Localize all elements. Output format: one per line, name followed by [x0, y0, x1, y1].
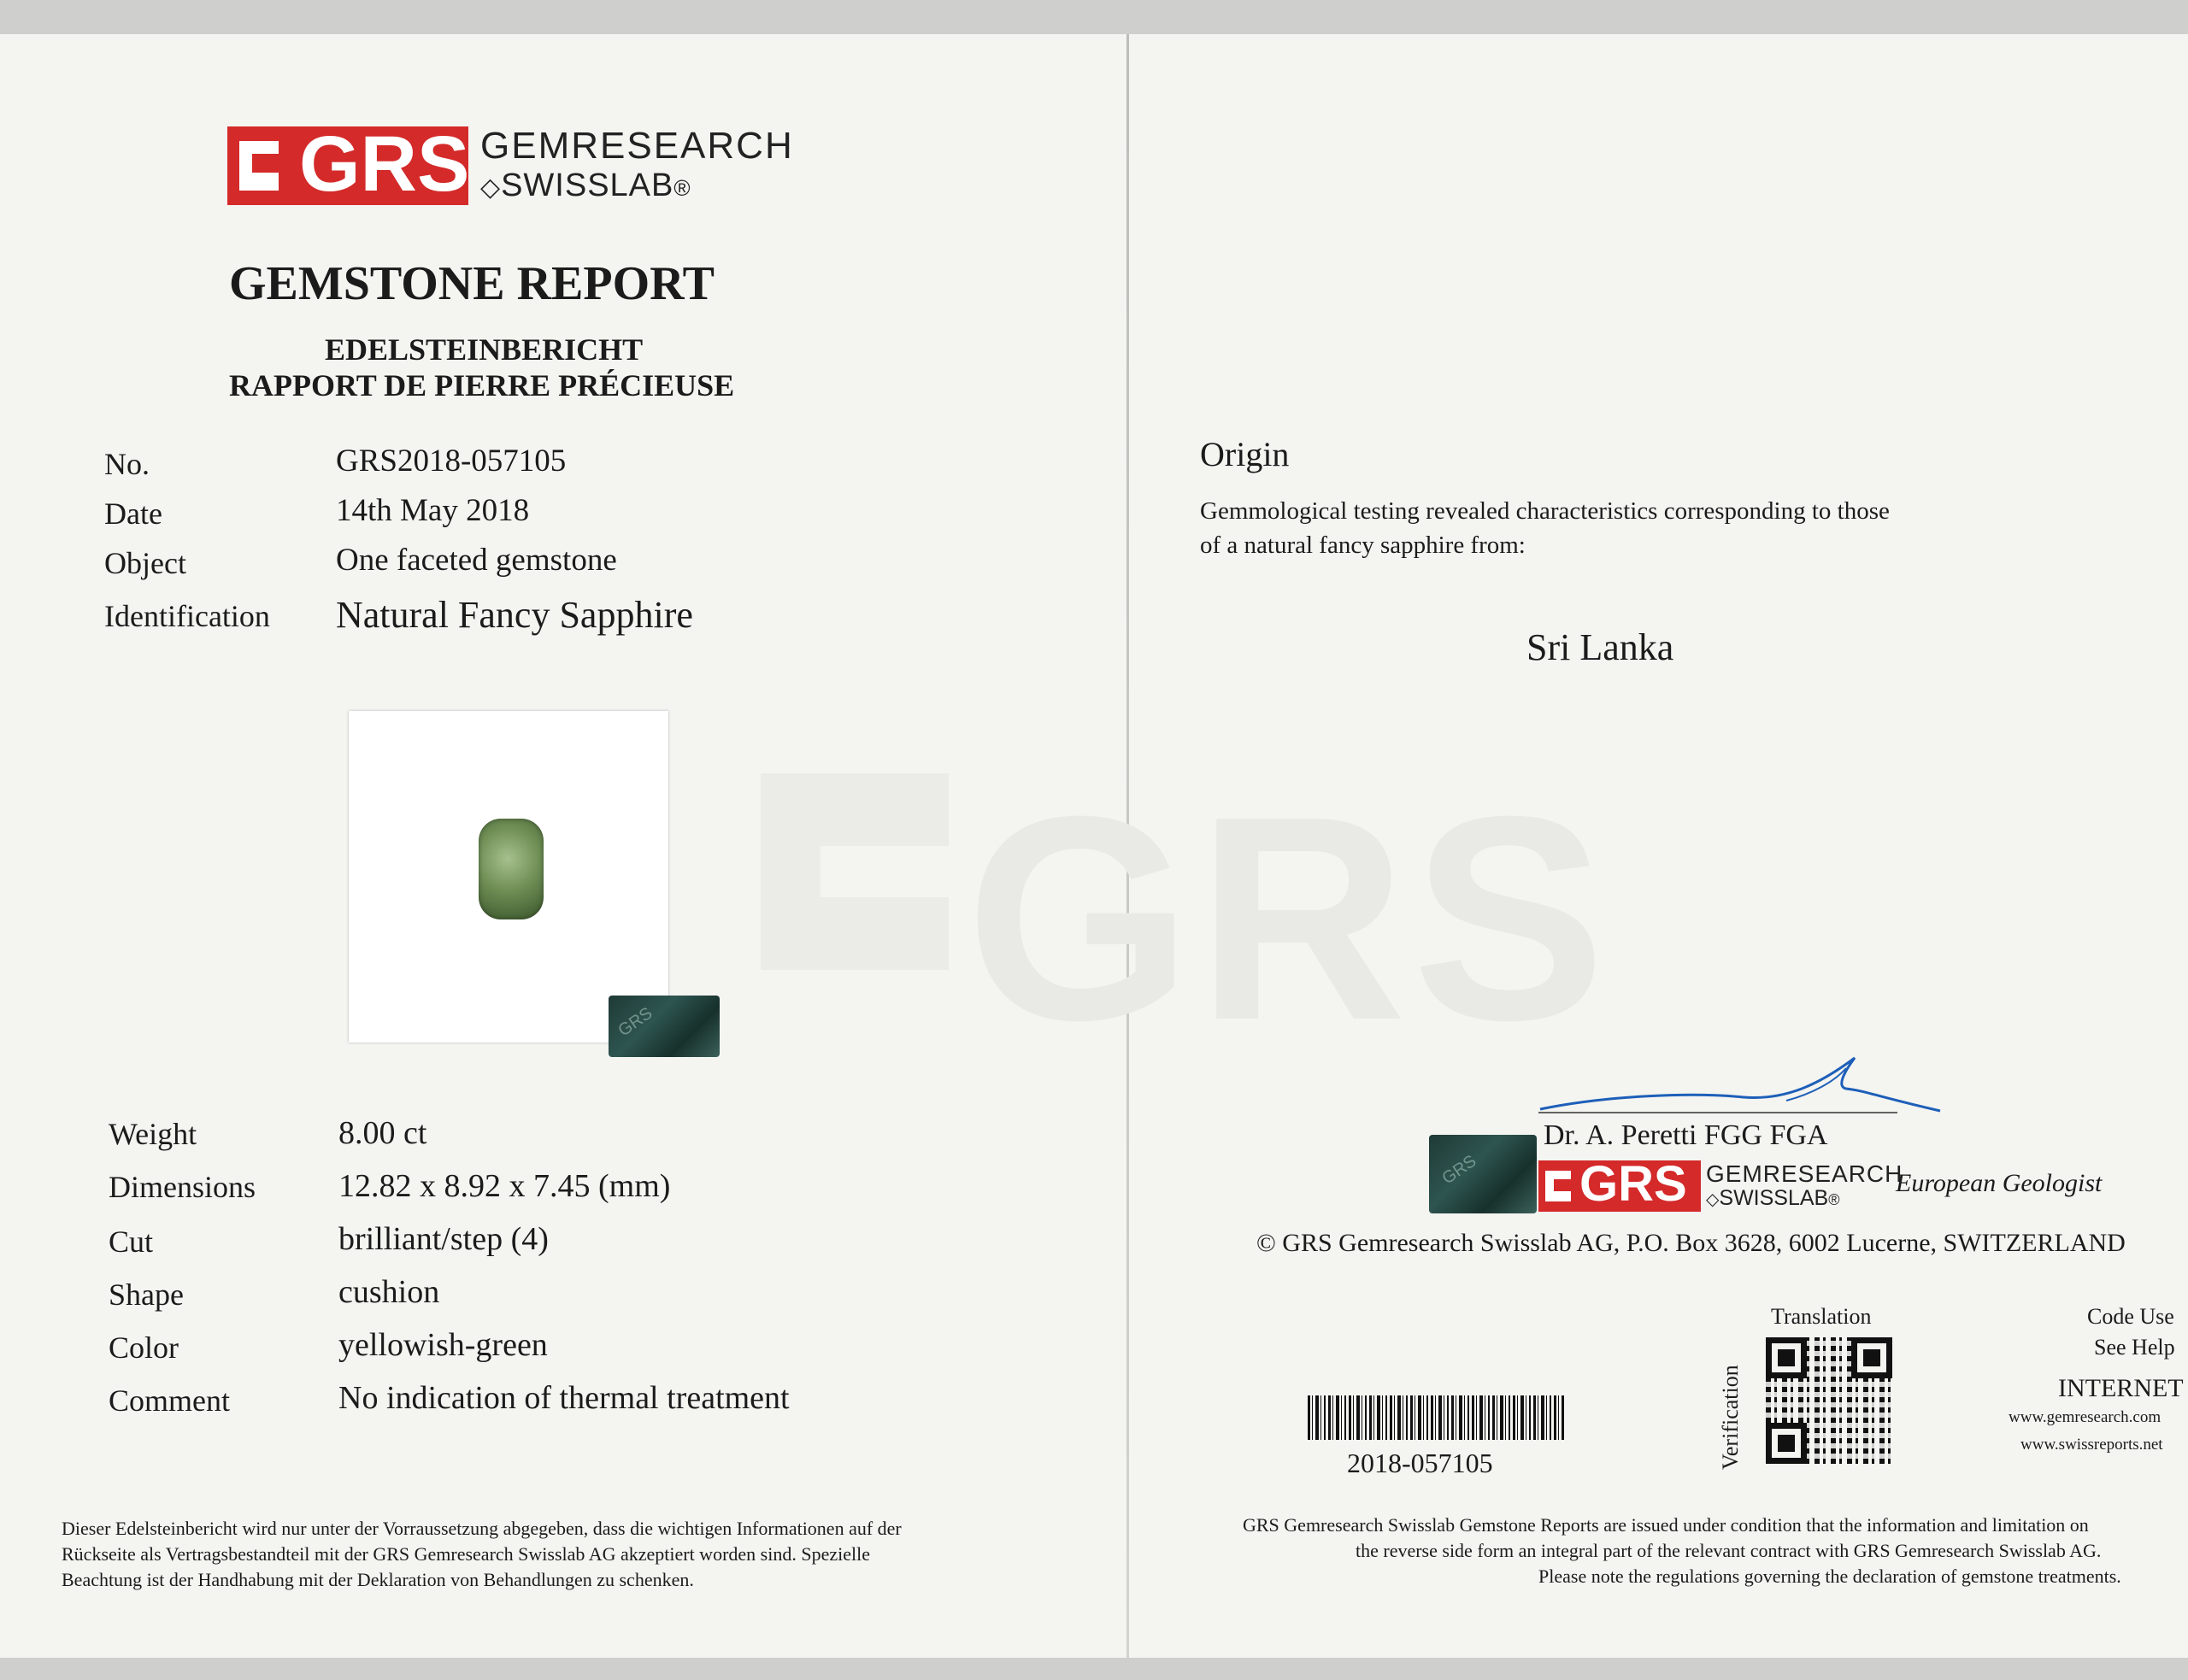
barcode	[1308, 1395, 1564, 1440]
registered-mark-small: ®	[1828, 1191, 1840, 1208]
origin-text-line2: of a natural fancy sapphire from:	[1200, 532, 1526, 559]
internet-label: INTERNET	[2058, 1374, 2184, 1402]
qr-finder-tl	[1766, 1337, 1807, 1378]
footer-de-line2: Rückseite als Vertragsbestandteil mit der GRS Gemresearch Swisslab AG akzeptiert worden sind. Spezielle	[62, 1543, 870, 1565]
property-label-cut: Cut	[109, 1225, 154, 1259]
qr-code	[1766, 1337, 1892, 1464]
translation-label: Translation	[1771, 1304, 1872, 1329]
detail-label-identification: Identification	[104, 599, 270, 633]
signer-name: Dr. A. Peretti FGG FGA	[1544, 1119, 1828, 1151]
hologram-seal-2	[1429, 1135, 1537, 1213]
footer-en-line2: the reverse side form an integral part of the relevant contract with GRS Gemresearch Swisslab AG.	[1356, 1540, 2102, 1561]
origin-country: Sri Lanka	[1526, 626, 1674, 668]
detail-value-date: 14th May 2018	[336, 493, 530, 528]
qr-finder-tr	[1851, 1337, 1892, 1378]
registered-mark: ®	[673, 175, 691, 201]
logo-small-cross-cut	[1554, 1179, 1571, 1191]
logo-small-grs-text: GRS	[1579, 1156, 1687, 1212]
property-label-weight: Weight	[109, 1117, 197, 1151]
property-value-shape: cushion	[338, 1274, 440, 1310]
logo-grs-text: GRS	[299, 120, 470, 208]
property-label-color: Color	[109, 1330, 179, 1365]
logo-small-line2: SWISSLAB	[1719, 1186, 1829, 1210]
property-value-comment: No indication of thermal treatment	[338, 1380, 790, 1416]
detail-value-identification: Natural Fancy Sapphire	[336, 594, 693, 636]
property-value-cut: brilliant/step (4)	[338, 1221, 549, 1257]
report-subtitle-fr: RAPPORT DE PIERRE PRÉCIEUSE	[229, 368, 735, 402]
property-label-shape: Shape	[109, 1278, 184, 1312]
footer-en-line1: GRS Gemresearch Swisslab Gemstone Reports are issued under condition that the information and limitation on	[1243, 1514, 2089, 1536]
origin-text-line1: Gemmological testing revealed characteristics corresponding to those	[1200, 497, 1890, 525]
watermark-cross-cut	[820, 846, 949, 897]
signer-title: European Geologist	[1896, 1169, 2103, 1197]
property-label-dimensions: Dimensions	[109, 1170, 256, 1204]
report-title: GEMSTONE REPORT	[229, 257, 715, 310]
watermark-grs: GRS	[966, 756, 1611, 1081]
gemstone-image	[479, 819, 544, 919]
detail-label-object: Object	[104, 546, 186, 580]
footer-de-line3: Beachtung ist der Handhabung mit der Deklaration von Behandlungen zu schenken.	[62, 1569, 694, 1590]
logo-small-line1: GEMRESEARCH	[1706, 1160, 1903, 1187]
code-use-label: Code Use	[2087, 1304, 2174, 1329]
footer-de-line1: Dieser Edelsteinbericht wird nur unter der Vorraussetzung abgegeben, dass die wichtigen Informationen auf der	[62, 1518, 902, 1539]
property-value-dimensions: 12.82 x 8.92 x 7.45 (mm)	[338, 1168, 671, 1204]
detail-label-no: No.	[104, 447, 150, 481]
diamond-icon: ◇	[480, 173, 502, 202]
hologram-seal-text: GRS	[615, 1003, 656, 1041]
logo-cross-cut	[252, 154, 279, 173]
detail-value-no: GRS2018-057105	[336, 443, 567, 479]
report-number-barcode: 2018-057105	[1347, 1448, 1493, 1478]
verification-label: Verification	[1718, 1365, 1743, 1470]
property-label-comment: Comment	[109, 1383, 230, 1418]
logo-line1: GEMRESEARCH	[480, 125, 794, 167]
see-help-label: See Help	[2094, 1335, 2175, 1360]
website-url-1: www.gemresearch.com	[2009, 1408, 2162, 1426]
logo-line2-wrap	[480, 167, 691, 204]
logo-small-line2-wrap	[1706, 1186, 1839, 1211]
property-value-weight: 8.00 ct	[338, 1115, 427, 1151]
website-url-2: www.swissreports.net	[2020, 1436, 2163, 1454]
hologram-seal	[609, 996, 720, 1057]
footer-en-line3: Please note the regulations governing the declaration of gemstone treatments.	[1538, 1565, 2121, 1587]
detail-label-date: Date	[104, 496, 162, 531]
diamond-icon-small: ◇	[1706, 1190, 1720, 1209]
qr-finder-bl	[1766, 1423, 1807, 1464]
property-value-color: yellowish-green	[338, 1327, 548, 1363]
report-subtitle-de: EDELSTEINBERICHT	[325, 332, 644, 367]
detail-value-object: One faceted gemstone	[336, 543, 617, 578]
hologram-seal-2-text: GRS	[1438, 1151, 1480, 1189]
logo-line2: SWISSLAB	[501, 167, 674, 203]
signature-image	[1538, 1043, 1949, 1119]
origin-heading: Origin	[1200, 435, 1290, 473]
company-address: © GRS Gemresearch Swisslab AG, P.O. Box 3628, 6002 Lucerne, SWITZERLAND	[1256, 1229, 2126, 1257]
